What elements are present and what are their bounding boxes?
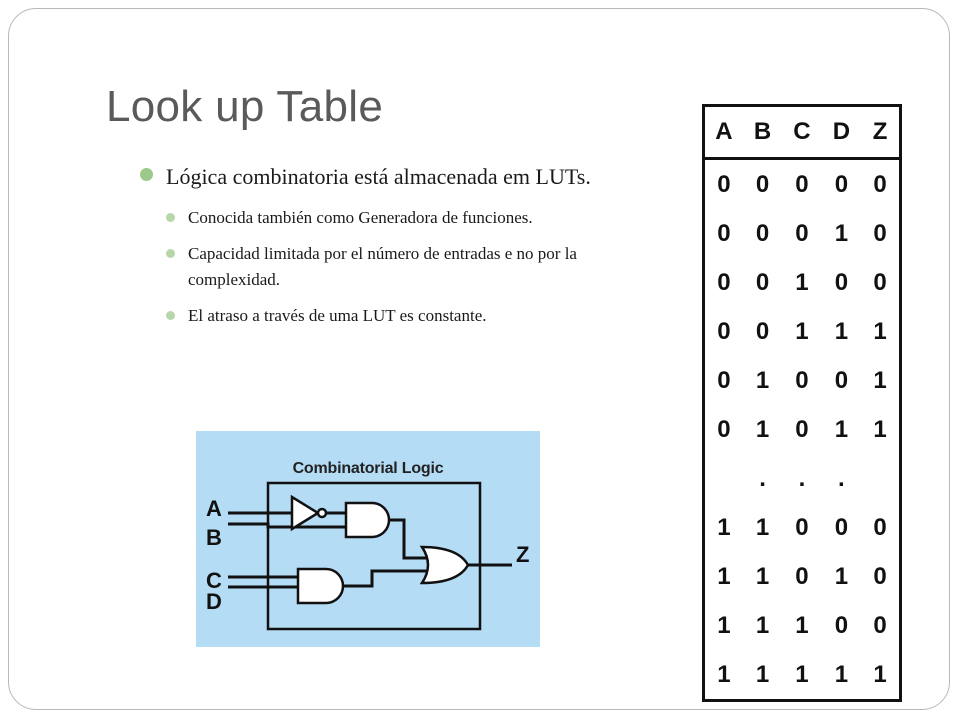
table-cell: 0: [717, 366, 731, 394]
column-header: C: [782, 106, 821, 159]
table-cell: 0: [755, 219, 770, 247]
input-label-b: B: [206, 525, 222, 550]
or-gate-icon: [422, 547, 468, 583]
bullet-list: [140, 160, 630, 339]
table-cell: 1: [755, 366, 770, 394]
bullet-text: Conocida también como Generadora de funciones.: [188, 208, 533, 227]
table-cell: 1: [717, 660, 731, 688]
truth-table-header-row: [704, 106, 901, 159]
table-row: [704, 356, 901, 405]
table-cell: 1: [717, 513, 731, 541]
truth-table-body: [704, 159, 901, 701]
table-cell: .: [759, 464, 766, 492]
table-cell: 0: [755, 268, 770, 296]
table-cell: 0: [717, 415, 731, 443]
table-cell: 0: [834, 513, 849, 541]
table-cell: 1: [834, 317, 849, 345]
table-row: [704, 405, 901, 454]
wire-and2-out: [343, 571, 430, 586]
table-cell: 0: [834, 268, 849, 296]
bullet-marker-icon: [140, 168, 153, 181]
table-cell: 0: [834, 366, 849, 394]
table-row: [704, 307, 901, 356]
bullet-marker-icon: [166, 213, 175, 222]
table-cell: 0: [873, 219, 887, 247]
bullet-text: El atraso a través de uma LUT es constante.: [188, 306, 487, 325]
column-header: Z: [861, 106, 900, 159]
table-cell: 1: [755, 611, 770, 639]
table-cell: 0: [873, 562, 887, 590]
slide-title: Look up Table: [106, 82, 384, 131]
table-cell: 0: [795, 513, 809, 541]
table-cell: 0: [717, 268, 731, 296]
table-cell: 0: [755, 170, 770, 198]
table-cell: 0: [795, 219, 809, 247]
table-cell: 0: [717, 317, 731, 345]
table-cell: 0: [795, 170, 809, 198]
table-cell: 1: [717, 611, 731, 639]
table-cell: .: [798, 464, 806, 492]
table-cell: 0: [795, 562, 809, 590]
sub-bullet-item: [140, 241, 630, 293]
table-cell: 0: [834, 170, 849, 198]
table-cell: 1: [755, 513, 770, 541]
sub-bullet-item: [140, 205, 630, 231]
table-cell: 0: [717, 219, 731, 247]
output-label-z: Z: [516, 542, 530, 567]
table-cell: 0: [873, 268, 887, 296]
table-cell: 1: [873, 415, 887, 443]
table-cell: 1: [873, 317, 887, 345]
table-cell: 1: [834, 660, 849, 688]
bullet-marker-icon: [166, 249, 175, 258]
table-cell: 0: [834, 611, 849, 639]
table-cell: 1: [834, 415, 849, 443]
table-row: [704, 601, 901, 650]
table-cell: 1: [795, 268, 809, 296]
table-cell: 1: [873, 366, 887, 394]
table-cell: 0: [873, 513, 887, 541]
bullet-item: [140, 160, 630, 193]
table-cell: 0: [755, 317, 770, 345]
table-cell: 1: [795, 660, 809, 688]
table-cell: 0: [717, 170, 731, 198]
table-cell: 1: [795, 611, 809, 639]
column-header: B: [743, 106, 782, 159]
truth-table: [702, 104, 902, 702]
bullet-text: Capacidad limitada por el número de entradas e no por la complexidad.: [188, 244, 577, 289]
table-cell: 1: [795, 317, 809, 345]
diagram-title: Combinatorial Logic: [292, 460, 444, 477]
table-cell: 1: [834, 562, 849, 590]
table-cell: 0: [873, 611, 887, 639]
table-cell: 1: [755, 660, 770, 688]
table-cell: [704, 454, 743, 503]
table-cell: 1: [755, 562, 770, 590]
column-header: A: [704, 106, 743, 159]
table-cell: 1: [873, 660, 887, 688]
table-row: [704, 159, 901, 210]
table-cell: [861, 454, 900, 503]
and-gate-icon: [298, 569, 343, 603]
bullet-marker-icon: [166, 311, 175, 320]
table-row: [704, 552, 901, 601]
table-cell: 1: [834, 219, 849, 247]
column-header: D: [822, 106, 861, 159]
table-cell: 0: [795, 415, 809, 443]
wire-b: [228, 524, 346, 527]
sub-bullet-item: [140, 303, 630, 329]
table-cell: 1: [717, 562, 731, 590]
table-row: [704, 650, 901, 701]
not-gate-icon: [292, 497, 318, 529]
table-cell: .: [838, 464, 845, 492]
bullet-text: Lógica combinatoria está almacenada em LUTs.: [166, 164, 591, 189]
table-cell: 0: [873, 170, 887, 198]
input-label-a: A: [206, 496, 222, 521]
input-label-d: D: [206, 589, 222, 614]
and-gate-icon: [346, 503, 389, 537]
table-row: [704, 503, 901, 552]
table-row: [704, 454, 901, 503]
table-row: [704, 258, 901, 307]
table-cell: 1: [755, 415, 770, 443]
table-cell: 0: [795, 366, 809, 394]
combinatorial-logic-diagram: [196, 431, 540, 647]
table-row: [704, 209, 901, 258]
input-label-c: C: [206, 568, 222, 593]
not-gate-bubble: [318, 509, 326, 517]
